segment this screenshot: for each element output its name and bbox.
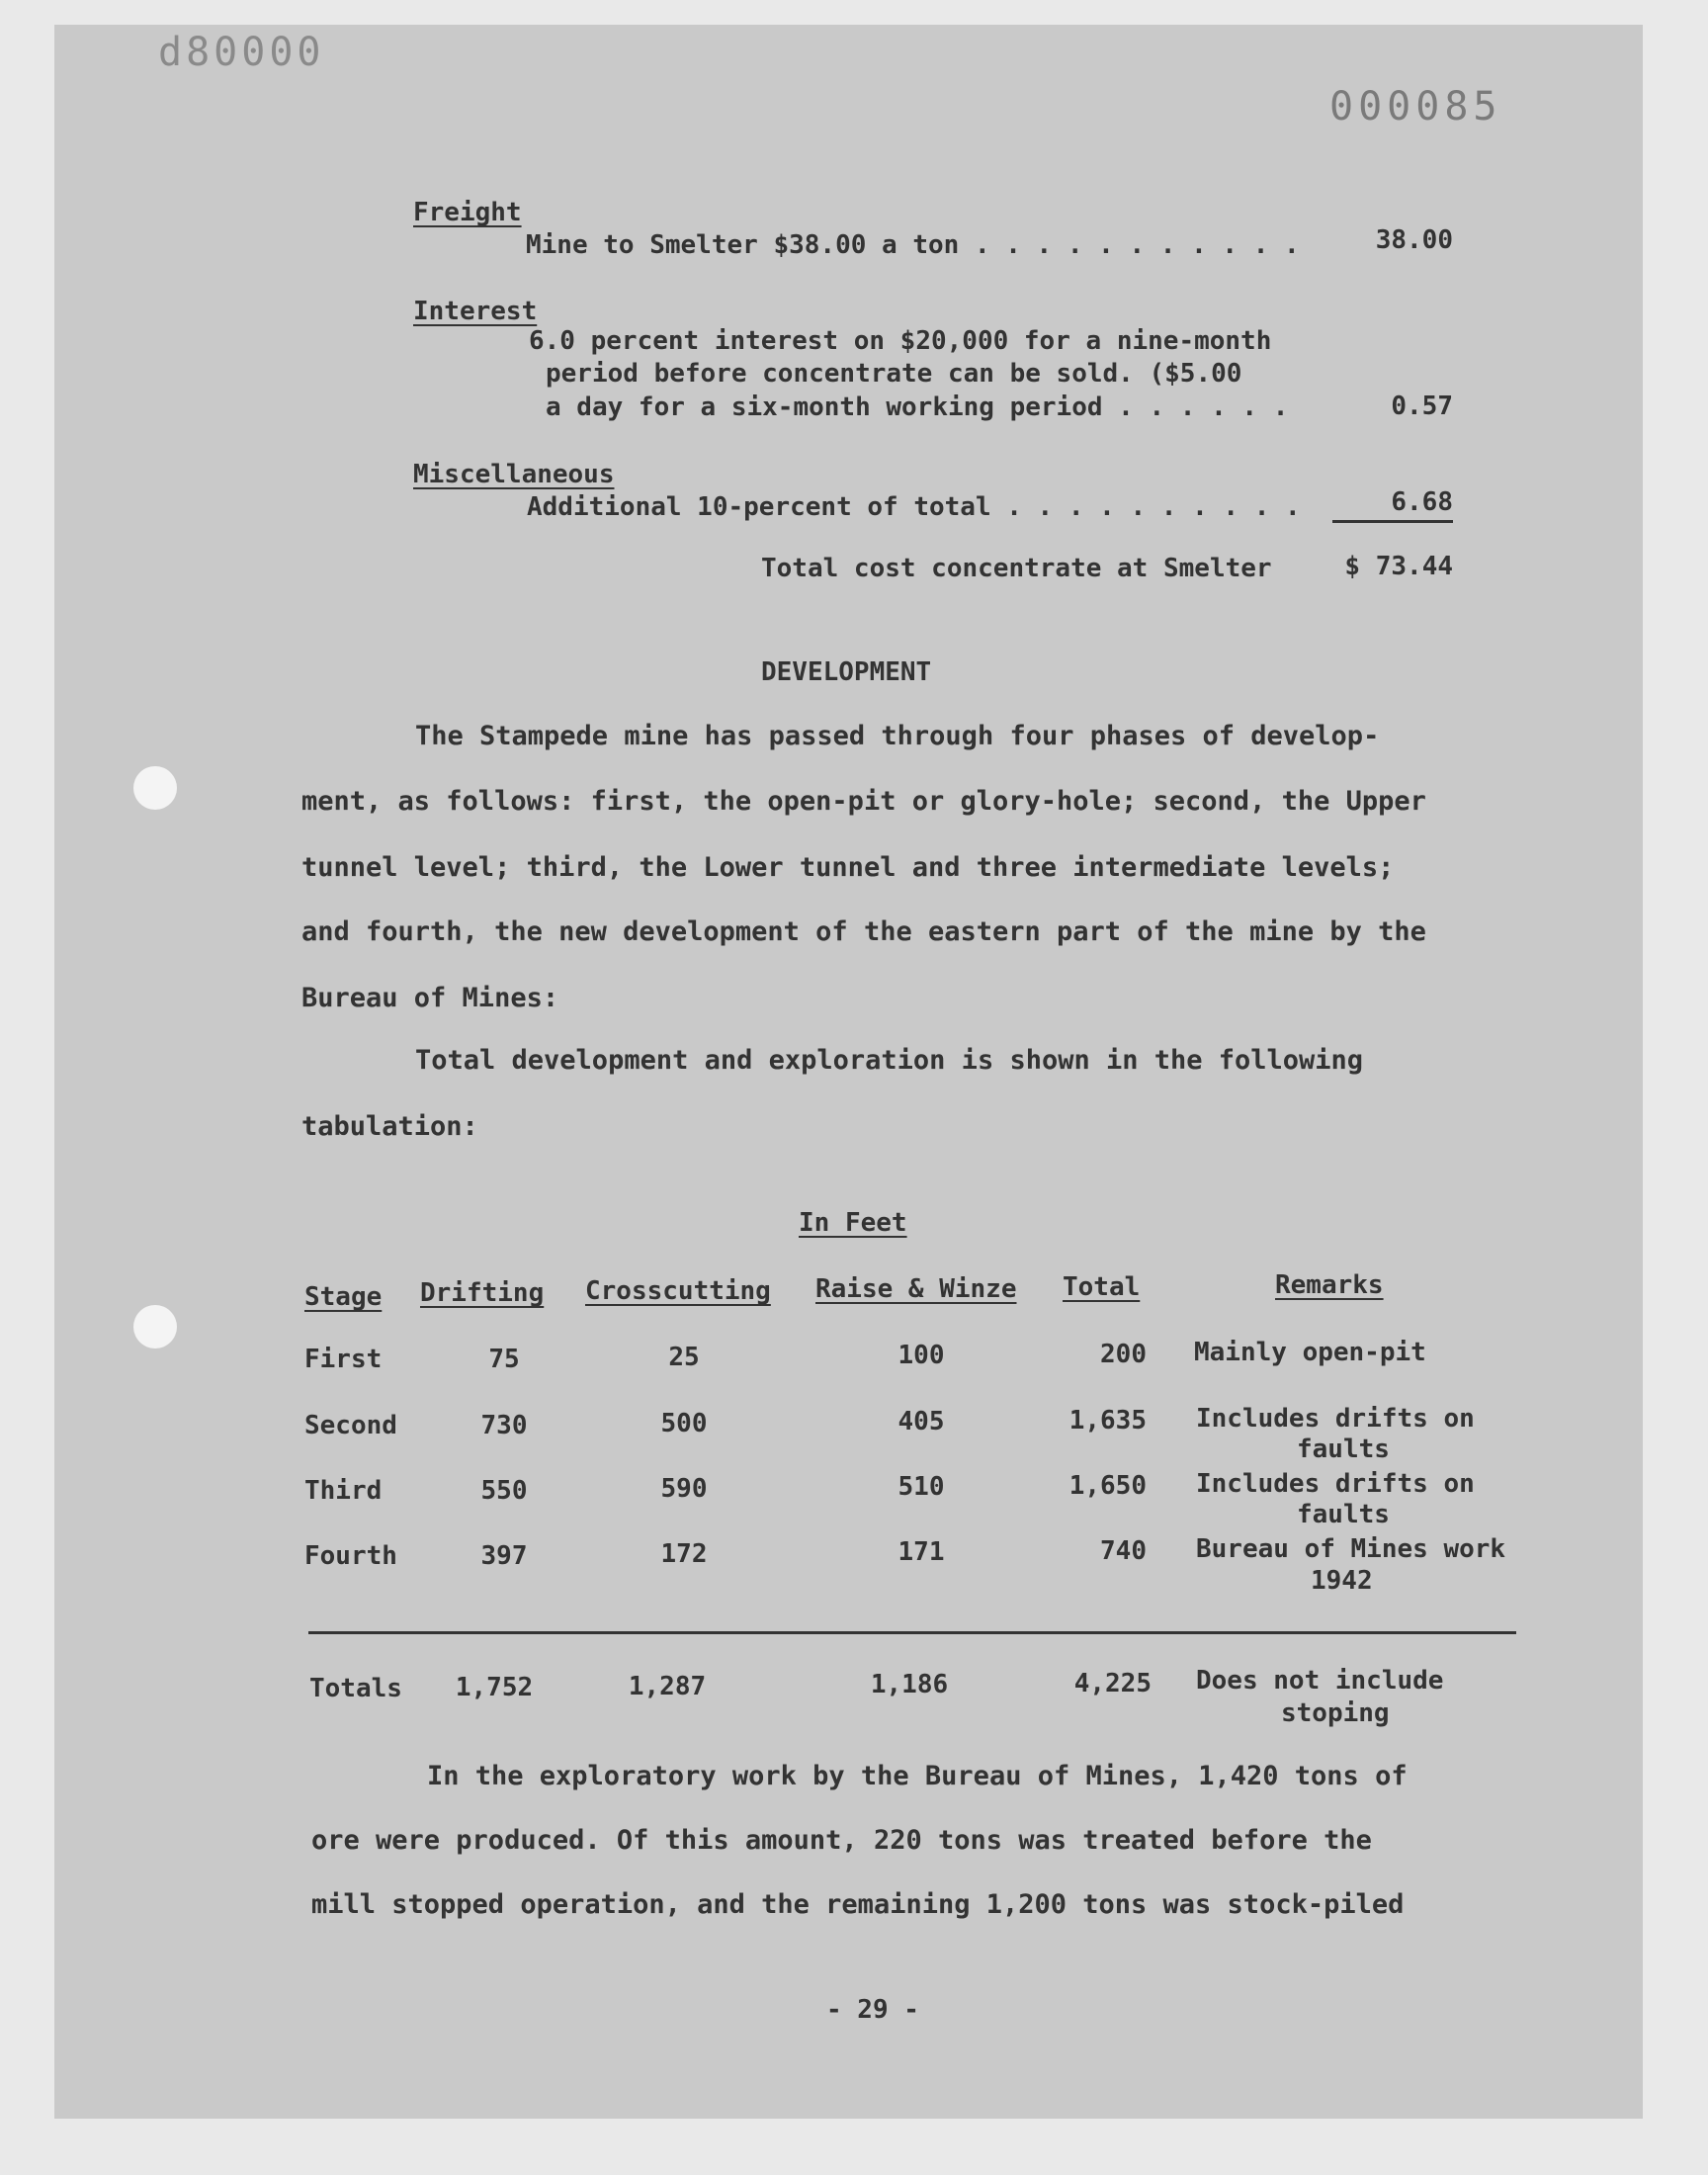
table-row-drifting: 75 xyxy=(488,1345,520,1374)
table-row-crosscutting: 172 xyxy=(660,1539,708,1569)
interest-heading: Interest xyxy=(413,297,538,326)
table-row-stage: Third xyxy=(304,1476,383,1506)
totals-crosscutting: 1,287 xyxy=(628,1672,707,1701)
header-raise-winze: Raise & Winze xyxy=(815,1274,1017,1304)
table-row-raise: 405 xyxy=(897,1407,945,1436)
interest-line-3: a day for a six-month working period . . . . . . xyxy=(546,392,1289,422)
totals-rule xyxy=(308,1631,1516,1634)
totals-remarks: Does not include xyxy=(1196,1666,1444,1696)
table-row-stage: Fourth xyxy=(304,1541,397,1571)
table-row-crosscutting: 590 xyxy=(660,1474,708,1504)
totals-drifting: 1,752 xyxy=(455,1673,534,1702)
table-row-remarks: Includes drifts on xyxy=(1196,1469,1475,1499)
totals-stage: Totals xyxy=(309,1674,402,1703)
table-row-drifting: 730 xyxy=(480,1411,528,1440)
freight-amount: 38.00 xyxy=(1375,225,1453,255)
punch-hole xyxy=(133,1305,177,1348)
table-row-raise: 510 xyxy=(897,1472,945,1502)
table-row-remarks-cont: faults xyxy=(1297,1435,1390,1464)
table-row-total: 1,650 xyxy=(1068,1471,1147,1501)
table-row-remarks: Bureau of Mines work xyxy=(1196,1534,1506,1564)
paragraph-line: The Stampede mine has passed through four phases of develop- xyxy=(415,721,1380,751)
paragraph-line: ore were produced. Of this amount, 220 tons was treated before the xyxy=(311,1825,1372,1856)
table-row-stage: Second xyxy=(304,1411,397,1440)
misc-line: Additional 10-percent of total . . . . . . . . . . xyxy=(527,492,1301,522)
table-row-remarks-cont: 1942 xyxy=(1311,1566,1373,1596)
table-row-crosscutting: 500 xyxy=(660,1409,708,1438)
table-row-raise: 100 xyxy=(897,1341,945,1370)
section-title: DEVELOPMENT xyxy=(761,657,932,687)
table-caption: In Feet xyxy=(799,1208,907,1238)
header-total: Total xyxy=(1063,1272,1141,1302)
total-label: Total cost concentrate at Smelter xyxy=(761,554,1272,583)
table-row-drifting: 550 xyxy=(480,1476,528,1506)
paragraph-line: ment, as follows: first, the open-pit or glory-hole; second, the Upper xyxy=(301,786,1426,817)
top-left-stamp: d80000 xyxy=(158,30,325,75)
misc-heading: Miscellaneous xyxy=(413,460,615,489)
header-stage: Stage xyxy=(304,1282,383,1312)
table-row-crosscutting: 25 xyxy=(668,1343,700,1372)
header-remarks: Remarks xyxy=(1275,1270,1384,1300)
total-amount: $ 73.44 xyxy=(1344,552,1453,581)
punch-hole xyxy=(133,766,177,810)
table-row-total: 200 xyxy=(1100,1340,1147,1369)
paragraph-line: tabulation: xyxy=(301,1111,478,1142)
totals-raise: 1,186 xyxy=(870,1670,949,1699)
header-crosscutting: Crosscutting xyxy=(585,1276,771,1306)
page-stamp-number: 000085 xyxy=(1329,84,1502,130)
paragraph-line: mill stopped operation, and the remaining 1,200 tons was stock-piled xyxy=(311,1889,1405,1920)
table-row-remarks: Mainly open-pit xyxy=(1194,1338,1426,1367)
paragraph-line: In the exploratory work by the Bureau of Mines, 1,420 tons of xyxy=(427,1761,1408,1791)
paragraph-line: and fourth, the new development of the eastern part of the mine by the xyxy=(301,916,1426,947)
totals-total: 4,225 xyxy=(1073,1669,1152,1698)
paragraph-line: tunnel level; third, the Lower tunnel and three intermediate levels; xyxy=(301,852,1395,883)
misc-amount: 6.68 xyxy=(1391,487,1453,517)
paragraph-line: Total development and exploration is shown in the following xyxy=(415,1045,1364,1076)
interest-amount: 0.57 xyxy=(1391,392,1453,421)
page-number: - 29 - xyxy=(826,1995,919,2025)
interest-line-2: period before concentrate can be sold. ($5.00 xyxy=(546,359,1242,389)
paragraph-line: Bureau of Mines: xyxy=(301,983,559,1013)
table-row-drifting: 397 xyxy=(480,1541,528,1571)
table-row-remarks: Includes drifts on xyxy=(1196,1404,1475,1434)
totals-remarks-cont: stoping xyxy=(1281,1698,1390,1728)
freight-line: Mine to Smelter $38.00 a ton . . . . . . . . . . . xyxy=(526,230,1300,260)
table-row-raise: 171 xyxy=(897,1537,945,1567)
table-row-total: 740 xyxy=(1100,1536,1147,1566)
table-row-stage: First xyxy=(304,1345,383,1374)
table-row-remarks-cont: faults xyxy=(1297,1500,1390,1529)
header-drifting: Drifting xyxy=(420,1278,545,1308)
freight-heading: Freight xyxy=(413,198,522,227)
table-row-total: 1,635 xyxy=(1068,1406,1147,1436)
interest-line-1: 6.0 percent interest on $20,000 for a nine-month xyxy=(529,326,1272,356)
subtotal-rule xyxy=(1332,520,1453,523)
